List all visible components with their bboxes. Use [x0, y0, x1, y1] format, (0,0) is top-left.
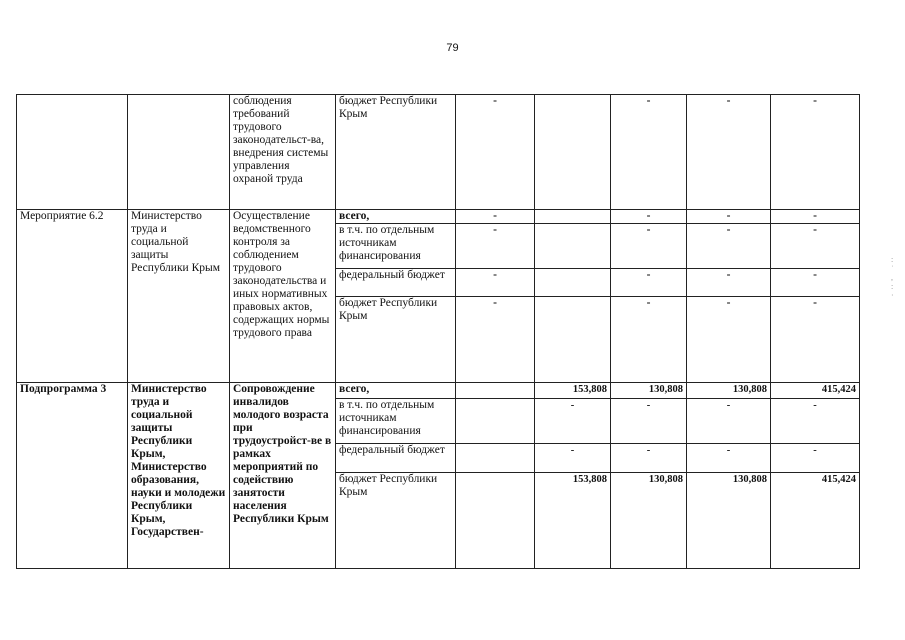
executor-cell: Министерство труда и социальной защиты Республики Крым — [128, 210, 230, 383]
value-cell: - — [687, 399, 771, 444]
value-cell: - — [771, 444, 860, 473]
funding-source-cell: в т.ч. по отдельным источникам финансирования — [336, 399, 456, 444]
value-cell: - — [456, 224, 535, 269]
value-cell: - — [771, 297, 860, 383]
value-cell: - — [771, 210, 860, 224]
value-cell: - — [535, 444, 611, 473]
value-cell — [456, 399, 535, 444]
value-cell: - — [535, 399, 611, 444]
program-name-cell: Мероприятие 6.2 — [17, 210, 128, 383]
value-cell — [535, 224, 611, 269]
value-cell: - — [771, 95, 860, 210]
value-cell: - — [687, 297, 771, 383]
funding-source-cell: всего, — [336, 383, 456, 399]
value-cell: - — [456, 269, 535, 297]
funding-source-cell: всего, — [336, 210, 456, 224]
value-cell: - — [771, 224, 860, 269]
value-cell: - — [771, 399, 860, 444]
value-cell: - — [611, 444, 687, 473]
funding-source-cell: бюджет Республики Крым — [336, 95, 456, 210]
activity-cell: соблюдения требований трудового законодательст-ва, внедрения системы управления охраной труда — [230, 95, 336, 210]
value-cell — [535, 210, 611, 224]
value-cell — [456, 473, 535, 569]
table-row — [17, 210, 860, 224]
program-name-cell — [17, 95, 128, 210]
table-row — [17, 383, 860, 399]
value-cell: - — [611, 95, 687, 210]
value-cell: - — [456, 210, 535, 224]
value-cell: 415,424 — [771, 383, 860, 399]
page-number: 79 — [446, 42, 459, 54]
value-cell — [535, 297, 611, 383]
budget-table — [16, 94, 860, 569]
executor-cell: Министерство труда и социальной защиты Республики Крым, Министерство образования, науки и молодежи Республики Крым, Государствен- — [128, 383, 230, 569]
value-cell: - — [611, 224, 687, 269]
value-cell: - — [771, 269, 860, 297]
funding-source-cell: бюджет Республики Крым — [336, 297, 456, 383]
value-cell — [456, 444, 535, 473]
funding-source-cell: федеральный бюджет — [336, 444, 456, 473]
value-cell: 130,808 — [687, 383, 771, 399]
value-cell: - — [611, 399, 687, 444]
table-row — [17, 95, 860, 210]
funding-source-cell: бюджет Республики Крым — [336, 473, 456, 569]
scan-artifact: : ˙ , : · — [891, 255, 894, 300]
value-cell: 130,808 — [611, 383, 687, 399]
activity-cell: Осуществление ведомственного контроля за соблюдением трудового законодательства и иных нормативных правовых актов, содержащих нормы трудового права — [230, 210, 336, 383]
value-cell: - — [611, 297, 687, 383]
executor-cell — [128, 95, 230, 210]
value-cell: - — [687, 95, 771, 210]
value-cell: 130,808 — [687, 473, 771, 569]
value-cell: - — [456, 95, 535, 210]
activity-cell: Сопровождение инвалидов молодого возраста при трудоустройст-ве в рамках мероприятий по содействию занятости населения Республики Крым — [230, 383, 336, 569]
value-cell: - — [687, 224, 771, 269]
funding-source-cell: в т.ч. по отдельным источникам финансирования — [336, 224, 456, 269]
value-cell: - — [611, 269, 687, 297]
value-cell: 153,808 — [535, 473, 611, 569]
value-cell: - — [456, 297, 535, 383]
value-cell — [535, 269, 611, 297]
value-cell — [535, 95, 611, 210]
value-cell: - — [611, 210, 687, 224]
value-cell: 130,808 — [611, 473, 687, 569]
program-name-cell: Подпрограмма 3 — [17, 383, 128, 569]
value-cell — [456, 383, 535, 399]
funding-source-cell: федеральный бюджет — [336, 269, 456, 297]
value-cell: - — [687, 444, 771, 473]
value-cell: 415,424 — [771, 473, 860, 569]
value-cell: - — [687, 269, 771, 297]
value-cell: - — [687, 210, 771, 224]
value-cell: 153,808 — [535, 383, 611, 399]
